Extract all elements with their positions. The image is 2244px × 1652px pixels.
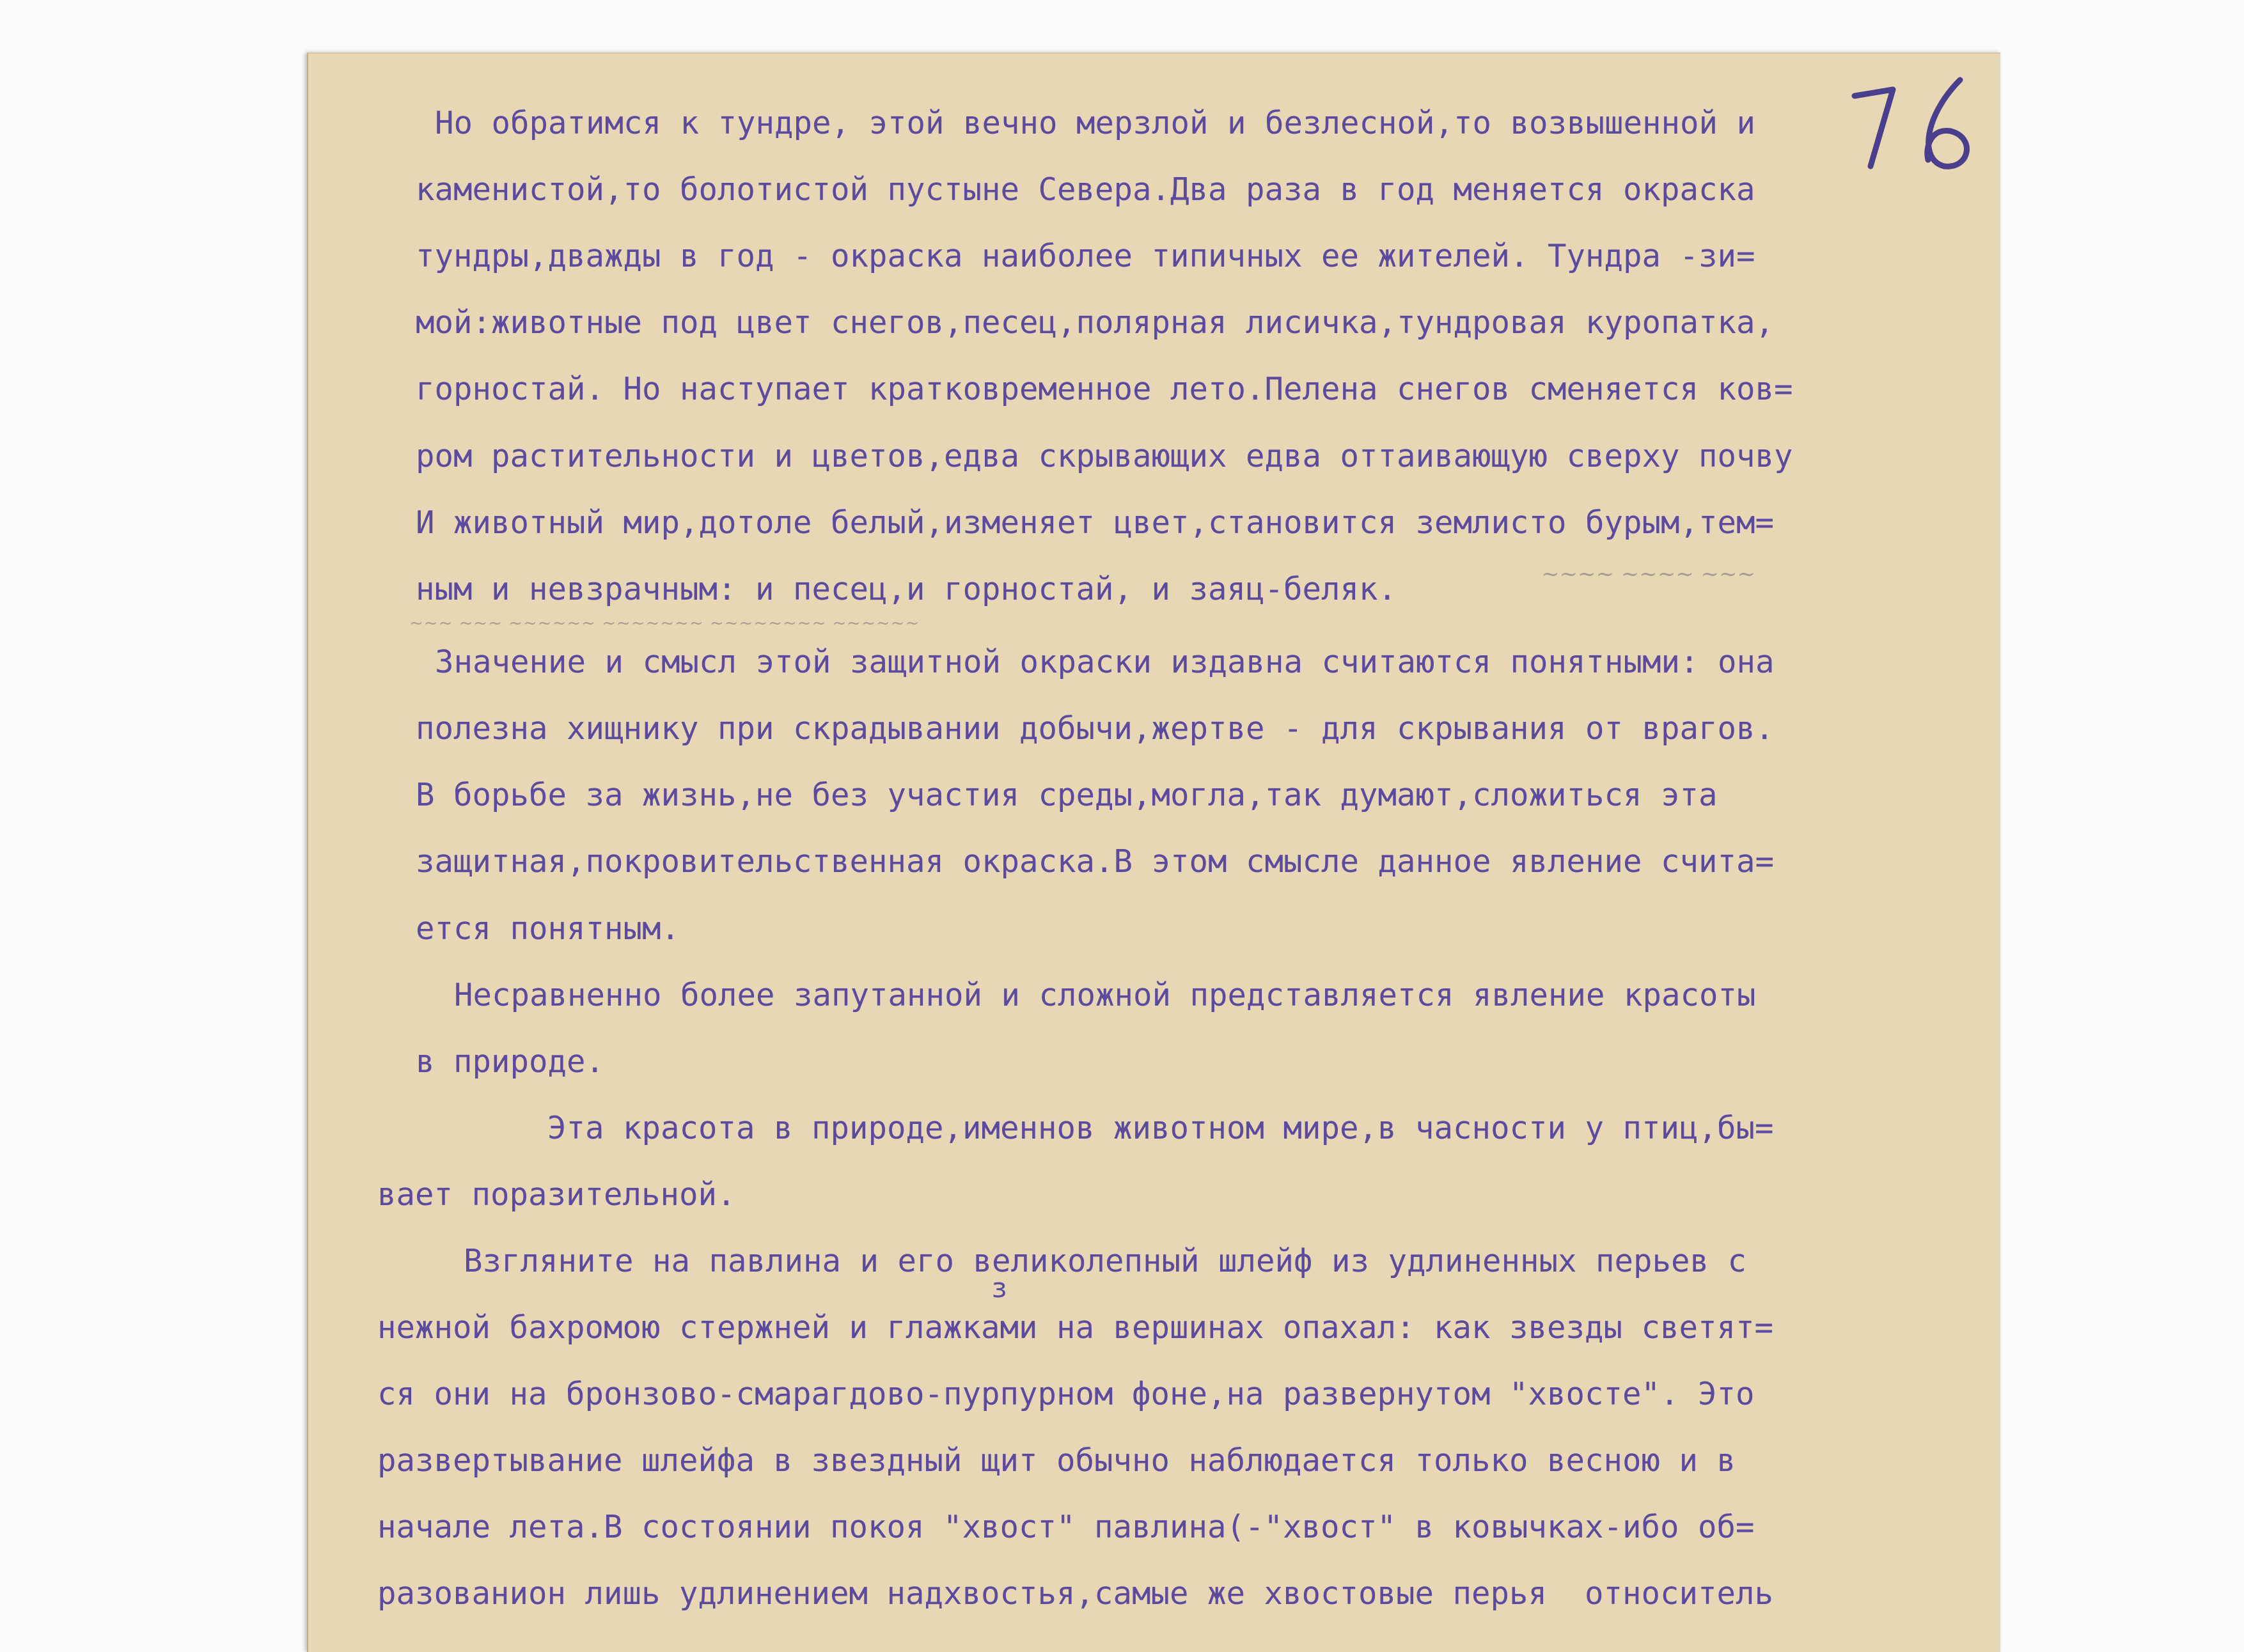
text-line-8: ным и невзрачным: и песец,и горностай, и заяц-беляк. [416,571,1397,607]
text-line-6: ром растительности и цветов,едва скрывающих едва оттаивающую сверху почву [416,438,1793,474]
text-line-19: нежной бахромою стержней и глажками на вершинах опахал: как звезды светят= [377,1309,1774,1346]
text-line-16: Эта красота в природе,именнов животном мире,в часности у птиц,бы= [547,1110,1774,1146]
text-line-2: каменистой,то болотистой пустыне Севера.Два раза в год меняется окраска [416,171,1755,208]
text-line-23: разованион лишь удлинением надхвостья,самые же хвостовые перья относитель [377,1575,1774,1612]
text-line-9: Значение и смысл этой защитной окраски издавна считаются понятными: она [435,644,1775,680]
text-line-7: И животный мир,дотоле белый,изменяет цвет,становится землисто бурым,тем= [416,504,1775,541]
text-line-12: защитная,покровительственная окраска.В этом смысле данное явление счита= [416,843,1775,880]
pencil-annotation-interlinear: ~~~ ~~~ ~~~~~~ ~~~~~~~ ~~~~~~~~ ~~~~~~ [409,614,920,633]
text-line-10: полезна хищнику при скрадывании добычи,жертве - для скрывания от врагов. [416,710,1775,747]
text-line-5: горностай. Но наступает кратковременное лето.Пелена снегов сменяется ков= [416,371,1793,407]
text-line-3: тундры,дважды в год - окраска наиболее типичных ее жителей. Тундра -зи= [416,238,1755,274]
pencil-annotation-right: ~~~~ ~~~~ ~~~ [1541,561,1755,587]
text-line-11: В борьбе за жизнь,не без участия среды,могла,так думают,сложиться эта [416,777,1718,813]
text-line-17: вает поразительной. [377,1176,736,1213]
text-line-18: Взгляните на павлина и его великолепный шлейф из удлиненных перьев с [464,1243,1747,1279]
text-line-correction: з [991,1272,1008,1304]
text-line-22: начале лета.В состоянии покоя "хвост" павлина(-"хвост" в ковычках-ибо об= [377,1509,1755,1545]
text-line-1: Но обратимся к тундре, этой вечно мерзлой и безлесной,то возвышенной и [435,105,1756,141]
folio-number-handwritten [1848,77,1995,173]
text-line-4: мой:животные под цвет снегов,песец,полярная лисичка,тундровая куропатка, [416,304,1775,341]
text-line-20: ся они на бронзово-смарагдово-пурпурном фоне,на развернутом "хвосте". Это [377,1376,1755,1412]
text-line-14: Несравненно более запутанной и сложной представляется явление красоты [454,977,1756,1013]
text-line-21: развертывание шлейфа в звездный щит обычно наблюдается только весною и в [377,1442,1736,1479]
text-line-15: в природе. [416,1043,605,1080]
text-line-13: ется понятным. [416,910,680,947]
